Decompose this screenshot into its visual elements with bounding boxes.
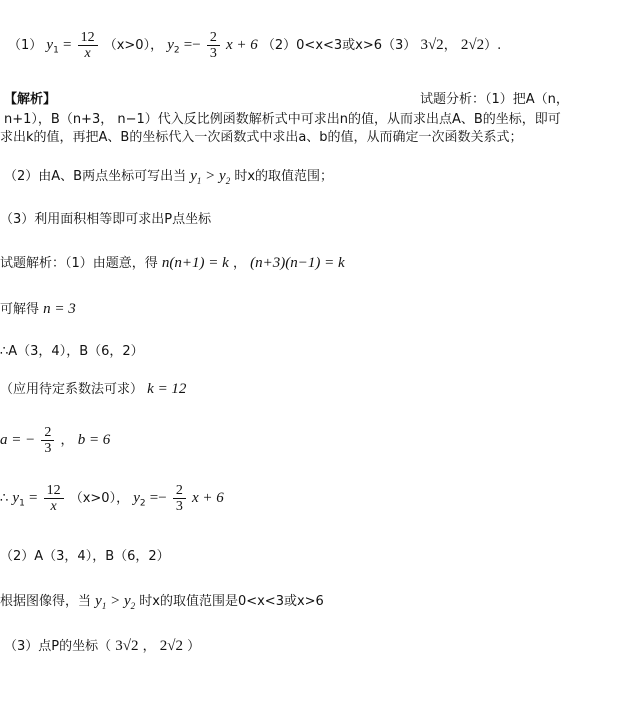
equation-1: n(n+1) = k xyxy=(161,255,229,271)
b-value: b = 6 xyxy=(77,432,111,448)
k-line-label: （应用待定系数法可求） xyxy=(0,382,144,397)
p-coordinate-y: 2√2 xyxy=(159,638,184,654)
equals-minus: =− xyxy=(149,490,167,506)
fraction-denominator: 3 xyxy=(173,498,186,514)
ab-points: ∴A（3，4），B（6，2） xyxy=(0,344,144,359)
n-solution xyxy=(0,298,76,318)
fraction-numerator: 2 xyxy=(175,483,183,498)
n-value: n = 3 xyxy=(43,301,76,317)
analysis-part3: （3）利用面积相等即可求出P点坐标 xyxy=(0,212,212,227)
fraction-numerator: 2 xyxy=(44,425,52,440)
y1-gt-y2: $y_1 > y_2$ xyxy=(190,168,231,186)
domain-condition: （x>0）， xyxy=(69,491,130,506)
fraction-12-over-x xyxy=(78,30,98,61)
ab-values xyxy=(0,425,110,456)
linear-tail: x + 6 xyxy=(191,490,224,506)
graph-range-b: 时x的取值范围是0<x<3或x>6 xyxy=(139,594,324,609)
y2-subscript: 2 xyxy=(139,498,146,509)
y1-subscript: 1 xyxy=(19,498,25,509)
therefore-symbol: ∴ xyxy=(0,491,9,506)
analysis-line-2: n+1），B（n+3， n−1）代入反比例函数解析式中可求出n的值，从而求出点A、B的坐标，即可 xyxy=(4,112,561,127)
solution-label: 试题解析：（1）由题意，得 xyxy=(0,256,158,271)
function-results xyxy=(0,483,224,514)
k-value: k = 12 xyxy=(147,381,187,397)
answer-line xyxy=(8,30,501,61)
answer-part2-range: （2）0<x<3或x>6（3） xyxy=(261,38,417,53)
p-coords-label: （3）点P的坐标（ xyxy=(4,639,112,654)
separator: ， xyxy=(443,38,457,53)
equation-2: (n+3)(n−1) = k xyxy=(250,255,345,271)
separator: ， xyxy=(232,256,246,271)
analysis-intro: 试题分析：（1）把A（n， xyxy=(420,92,569,107)
analysis-line-3: 求出k的值，再把A、B的坐标代入一次函数式中求出a、b的值，从而确定一次函数关系式； xyxy=(0,130,523,145)
fraction-numerator: 2 xyxy=(209,30,217,45)
equals-sign: = xyxy=(28,490,38,506)
fraction-denominator: x xyxy=(78,45,98,61)
p-coordinate-y: 2√2 xyxy=(460,37,485,53)
fraction-2-over-3 xyxy=(173,483,186,514)
fraction-12-over-x xyxy=(44,483,64,514)
analysis-part2-b: 时x的取值范围； xyxy=(234,169,334,184)
fraction-numerator: 12 xyxy=(46,483,61,498)
linear-tail: x + 6 xyxy=(225,37,258,53)
solution-line xyxy=(0,252,345,272)
part2-points: （2）A（3，4），B（6，2） xyxy=(0,549,170,564)
graph-range-a: 根据图像得，当 xyxy=(0,594,92,609)
domain-condition: （x>0）， xyxy=(103,38,164,53)
y2-subscript: 2 xyxy=(173,45,180,56)
analysis-label: 【解析】 xyxy=(4,92,57,107)
analysis-part2 xyxy=(4,165,333,186)
fraction-denominator: 3 xyxy=(207,45,220,61)
separator: ， xyxy=(142,639,156,654)
p-coordinates xyxy=(4,635,200,655)
y2-symbol: y xyxy=(133,490,140,506)
n-solution-label: 可解得 xyxy=(0,302,40,317)
close-paren: ） xyxy=(187,639,201,654)
a-lhs: a = − xyxy=(0,432,36,448)
y1-gt-y2: $y_1 > y_2$ xyxy=(95,593,136,611)
k-line xyxy=(0,378,186,398)
fraction-2-over-3 xyxy=(41,425,54,456)
p-coordinate-x: 3√2 xyxy=(115,638,139,654)
y1-symbol: y xyxy=(12,490,20,506)
separator: ， xyxy=(60,433,74,448)
y1-symbol: y xyxy=(46,37,54,53)
fraction-denominator: 3 xyxy=(41,440,54,456)
answer-part1-label: （1） xyxy=(8,38,43,53)
fraction-2-over-3 xyxy=(207,30,220,61)
equals-minus: =− xyxy=(183,37,201,53)
equals-sign: = xyxy=(62,37,72,53)
graph-range xyxy=(0,590,324,611)
y2-symbol: y xyxy=(167,37,174,53)
y1-subscript: 1 xyxy=(53,45,59,56)
fraction-numerator: 12 xyxy=(80,30,95,45)
p-coordinate-x: 3√2 xyxy=(420,37,444,53)
close-paren: ）. xyxy=(484,38,502,53)
fraction-denominator: x xyxy=(44,498,64,514)
analysis-part2-a: （2）由A、B两点坐标可写出当 xyxy=(4,169,187,184)
